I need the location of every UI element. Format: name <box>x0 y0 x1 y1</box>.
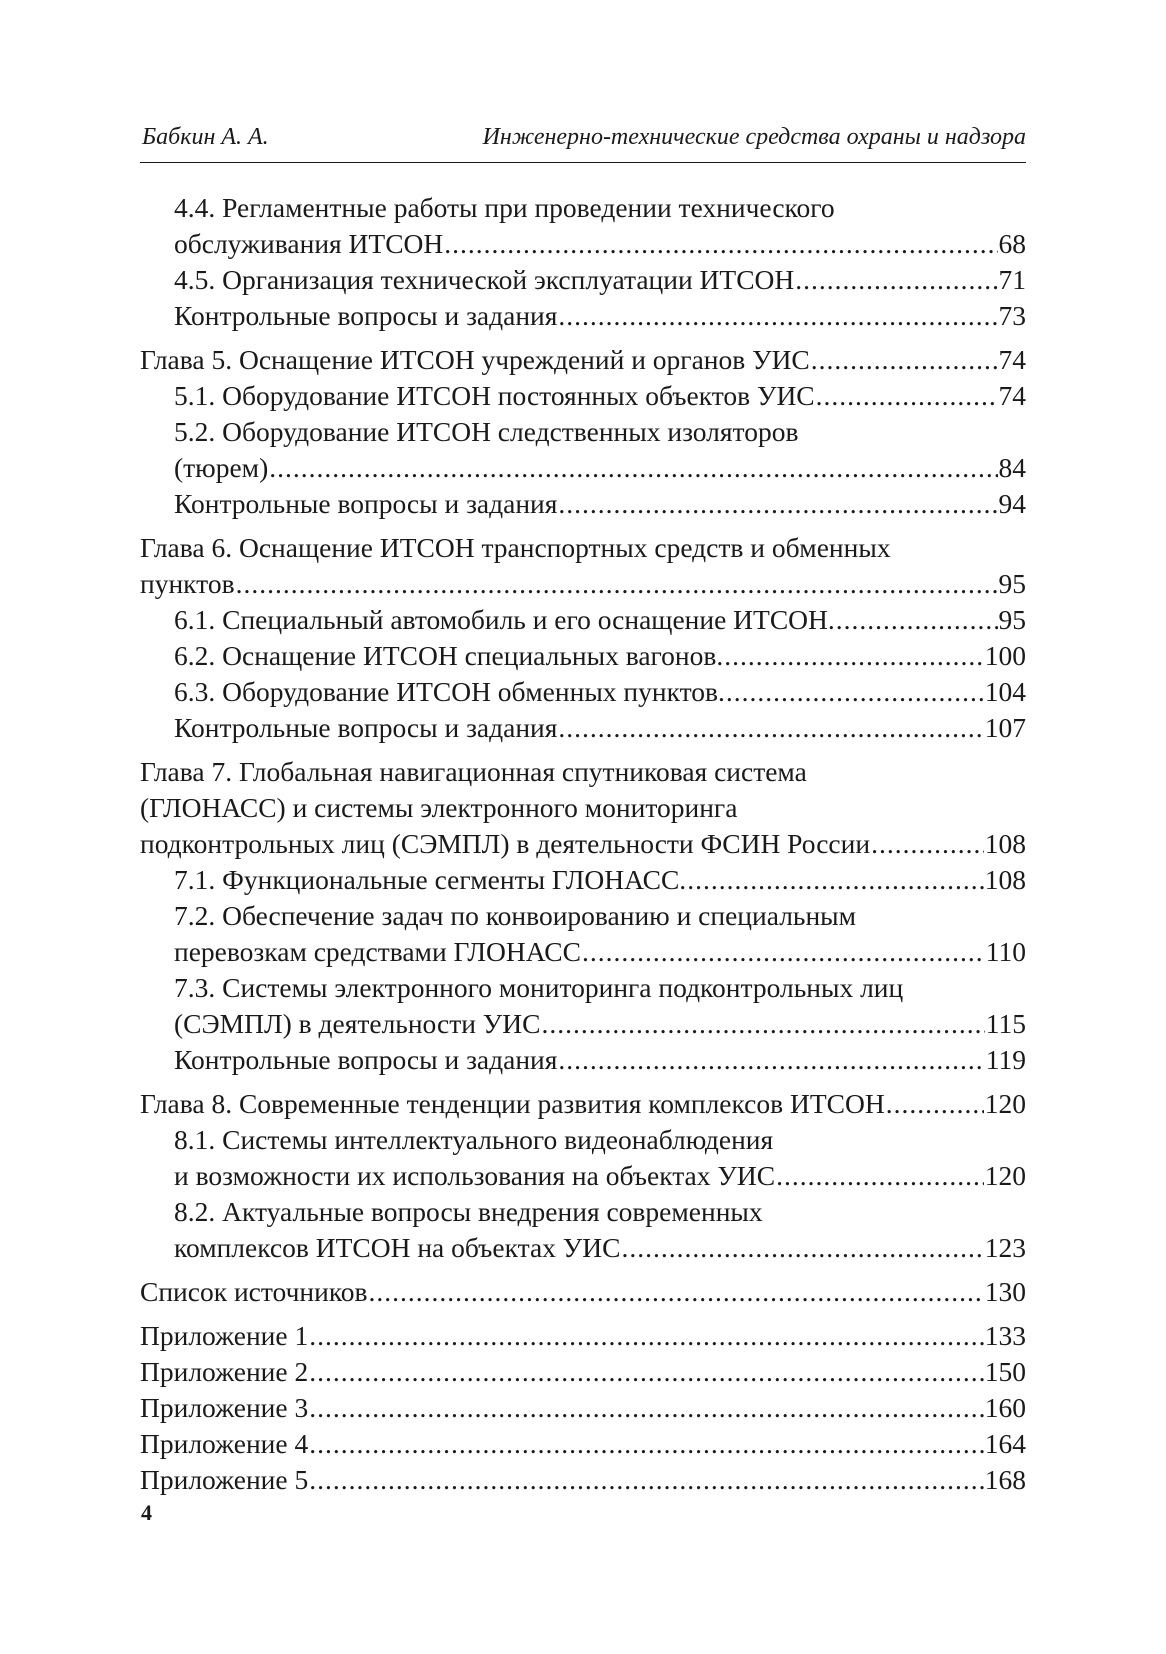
toc-entry-title: Глава 5. Оснащение ИТСОН учреждений и органов УИС <box>140 344 810 375</box>
toc-entry-line <box>140 566 1026 602</box>
toc-entry-title-line: Глава 6. Оснащение ИТСОН транспортных средств и обменных <box>140 532 891 563</box>
toc-section-entry <box>174 1122 1026 1194</box>
toc-entry-line <box>174 378 1026 414</box>
toc-chapter-entry <box>140 1318 1026 1354</box>
toc-entry-title: Список источников <box>140 1276 368 1307</box>
header-author: Бабкин А. А. <box>142 124 269 150</box>
dot-leader <box>309 1318 984 1354</box>
toc-entry-line <box>140 1354 1026 1390</box>
toc-chapter-entry <box>140 342 1026 378</box>
dot-leader <box>871 826 984 862</box>
running-header <box>140 124 1026 163</box>
dot-leader <box>309 1354 984 1390</box>
toc-chapter-entry <box>140 1390 1026 1426</box>
toc-page-number: 168 <box>984 1464 1026 1495</box>
dot-leader <box>811 342 998 378</box>
dot-leader <box>795 262 997 298</box>
dot-leader <box>369 1274 984 1310</box>
toc-entry-title: 5.1. Оборудование ИТСОН постоянных объектов УИС <box>174 380 815 411</box>
toc-entry-line <box>174 262 1026 298</box>
toc-entry-title-line: 7.3. Системы электронного мониторинга подконтрольных лиц <box>174 972 904 1003</box>
toc-section-entry <box>174 1194 1026 1266</box>
toc-entry-line <box>174 1230 1026 1266</box>
table-of-contents <box>140 190 1026 1498</box>
toc-page-number: 107 <box>984 712 1026 743</box>
toc-entry-line <box>140 342 1026 378</box>
dot-leader <box>776 1158 984 1194</box>
toc-page-number: 104 <box>984 676 1026 707</box>
toc-entry-title: 6.1. Специальный автомобиль и его оснащение ИТСОН. <box>174 604 835 635</box>
dot-leader <box>558 486 997 522</box>
toc-page-number: 130 <box>984 1276 1026 1307</box>
toc-page-number: 95 <box>998 568 1026 599</box>
toc-page-number: 160 <box>984 1392 1026 1423</box>
toc-entry-line <box>140 1426 1026 1462</box>
dot-leader <box>236 566 998 602</box>
toc-page-number: 119 <box>985 1044 1026 1075</box>
dot-leader <box>558 298 997 334</box>
toc-section-entry <box>174 190 1026 262</box>
toc-entry-title: Приложение 3 <box>140 1392 309 1423</box>
toc-section-entry <box>174 298 1026 334</box>
dot-leader <box>558 1042 984 1078</box>
toc-entry-line <box>174 1158 1026 1194</box>
toc-chapter-entry <box>140 1086 1026 1122</box>
toc-entry-title: 7.1. Функциональные сегменты ГЛОНАСС. <box>174 864 687 895</box>
toc-section-entry <box>174 486 1026 522</box>
dot-leader <box>269 450 997 486</box>
toc-page-number: 120 <box>984 1088 1026 1119</box>
toc-entry-line <box>174 486 1026 522</box>
toc-page-number: 110 <box>985 936 1026 967</box>
toc-entry-title: Контрольные вопросы и задания <box>174 1044 558 1075</box>
toc-page-number: 108 <box>984 864 1026 895</box>
page-number: 4 <box>141 1500 152 1525</box>
toc-entry-title: Глава 8. Современные тенденции развития комплексов ИТСОН <box>140 1088 885 1119</box>
toc-entry-title-line: 4.4. Регламентные работы при проведении технического <box>174 192 835 223</box>
toc-entry-line <box>140 1086 1026 1122</box>
toc-page-number: 74 <box>998 380 1026 411</box>
toc-page-number: 68 <box>998 228 1026 259</box>
dot-leader <box>444 226 997 262</box>
toc-entry-title: 6.2. Оснащение ИТСОН специальных вагонов. <box>174 640 724 671</box>
toc-page-number: 133 <box>984 1320 1026 1351</box>
dot-leader <box>724 638 984 674</box>
toc-entry-line <box>174 674 1026 710</box>
toc-chapter-entry <box>140 1354 1026 1390</box>
toc-section-entry <box>174 1042 1026 1078</box>
toc-entry-title-line: 7.2. Обеспечение задач по конвоированию и специальным <box>174 900 857 931</box>
toc-chapter-entry <box>140 1462 1026 1498</box>
toc-entry-line <box>174 862 1026 898</box>
toc-page-number: 150 <box>984 1356 1026 1387</box>
toc-entry-title-line: 8.2. Актуальные вопросы внедрения современных <box>174 1196 763 1227</box>
toc-page-number: 71 <box>998 264 1026 295</box>
dot-leader <box>309 1426 984 1462</box>
toc-section-entry <box>174 862 1026 898</box>
toc-entry-title-line: 5.2. Оборудование ИТСОН следственных изоляторов <box>174 416 799 447</box>
toc-entry-line <box>174 710 1026 746</box>
toc-chapter-entry <box>140 1426 1026 1462</box>
toc-entry-title: Приложение 1 <box>140 1320 309 1351</box>
toc-page-number: 108 <box>984 828 1026 859</box>
toc-section-entry <box>174 378 1026 414</box>
dot-leader <box>886 1086 984 1122</box>
toc-entry-title: Контрольные вопросы и задания <box>174 300 558 331</box>
toc-entry-line <box>140 1462 1026 1498</box>
dot-leader <box>687 862 984 898</box>
toc-page-number: 164 <box>984 1428 1026 1459</box>
dot-leader <box>726 674 984 710</box>
toc-entry-title: и возможности их использования на объектах УИС <box>174 1160 776 1191</box>
toc-page-number: 123 <box>984 1232 1026 1263</box>
dot-leader <box>816 378 998 414</box>
toc-section-entry <box>174 710 1026 746</box>
toc-section-entry <box>174 970 1026 1042</box>
toc-entry-title: пунктов <box>140 568 235 599</box>
toc-entry-line <box>174 298 1026 334</box>
toc-page-number: 94 <box>998 488 1026 519</box>
toc-entry-line <box>174 1042 1026 1078</box>
toc-entry-title: 6.3. Оборудование ИТСОН обменных пунктов. <box>174 676 725 707</box>
toc-page-number: 115 <box>985 1008 1026 1039</box>
toc-entry-line <box>174 226 1026 262</box>
toc-page-number: 74 <box>998 344 1026 375</box>
toc-entry-line <box>174 450 1026 486</box>
toc-chapter-entry <box>140 754 1026 862</box>
toc-page-number: 84 <box>998 452 1026 483</box>
toc-entry-line <box>140 1390 1026 1426</box>
toc-entry-title: обслуживания ИТСОН <box>174 228 444 259</box>
toc-entry-title: перевозкам средствами ГЛОНАСС <box>174 936 581 967</box>
toc-entry-line <box>174 602 1026 638</box>
toc-section-entry <box>174 414 1026 486</box>
header-book-title: Инженерно-технические средства охраны и надзора <box>482 124 1026 150</box>
toc-entry-title: Контрольные вопросы и задания <box>174 712 558 743</box>
dot-leader <box>558 710 983 746</box>
toc-entry-title: Приложение 5 <box>140 1464 309 1495</box>
toc-entry-title: подконтрольных лиц (СЭМПЛ) в деятельности ФСИН России <box>140 828 871 859</box>
toc-entry-title: 4.5. Организация технической эксплуатации ИТСОН <box>174 264 795 295</box>
toc-entry-title-line: (ГЛОНАСС) и системы электронного мониторинга <box>140 792 738 823</box>
dot-leader <box>621 1230 983 1266</box>
dot-leader <box>836 602 998 638</box>
dot-leader <box>582 934 985 970</box>
toc-page-number: 120 <box>984 1160 1026 1191</box>
toc-entry-line <box>174 1006 1026 1042</box>
toc-entry-line <box>140 1318 1026 1354</box>
toc-section-entry <box>174 674 1026 710</box>
toc-chapter-entry <box>140 530 1026 602</box>
toc-page-number: 95 <box>998 604 1026 635</box>
dot-leader <box>309 1390 984 1426</box>
toc-entry-title: Приложение 2 <box>140 1356 309 1387</box>
toc-entry-line <box>174 638 1026 674</box>
toc-entry-title: Приложение 4 <box>140 1428 309 1459</box>
dot-leader <box>541 1006 984 1042</box>
toc-section-entry <box>174 602 1026 638</box>
toc-entry-title: Контрольные вопросы и задания <box>174 488 558 519</box>
toc-entry-title-line: 8.1. Системы интеллектуального видеонаблюдения <box>174 1124 774 1155</box>
toc-entry-line <box>140 1274 1026 1310</box>
toc-chapter-entry <box>140 1274 1026 1310</box>
toc-entry-title: (тюрем) <box>174 452 269 483</box>
toc-section-entry <box>174 262 1026 298</box>
toc-entry-line <box>174 934 1026 970</box>
toc-section-entry <box>174 638 1026 674</box>
toc-entry-title-line: Глава 7. Глобальная навигационная спутниковая система <box>140 756 807 787</box>
toc-section-entry <box>174 898 1026 970</box>
toc-entry-title: (СЭМПЛ) в деятельности УИС <box>174 1008 541 1039</box>
toc-page-number: 100 <box>984 640 1026 671</box>
toc-entry-title: комплексов ИТСОН на объектах УИС <box>174 1232 621 1263</box>
toc-entry-line <box>140 826 1026 862</box>
dot-leader <box>309 1462 984 1498</box>
toc-page-number: 73 <box>998 300 1026 331</box>
